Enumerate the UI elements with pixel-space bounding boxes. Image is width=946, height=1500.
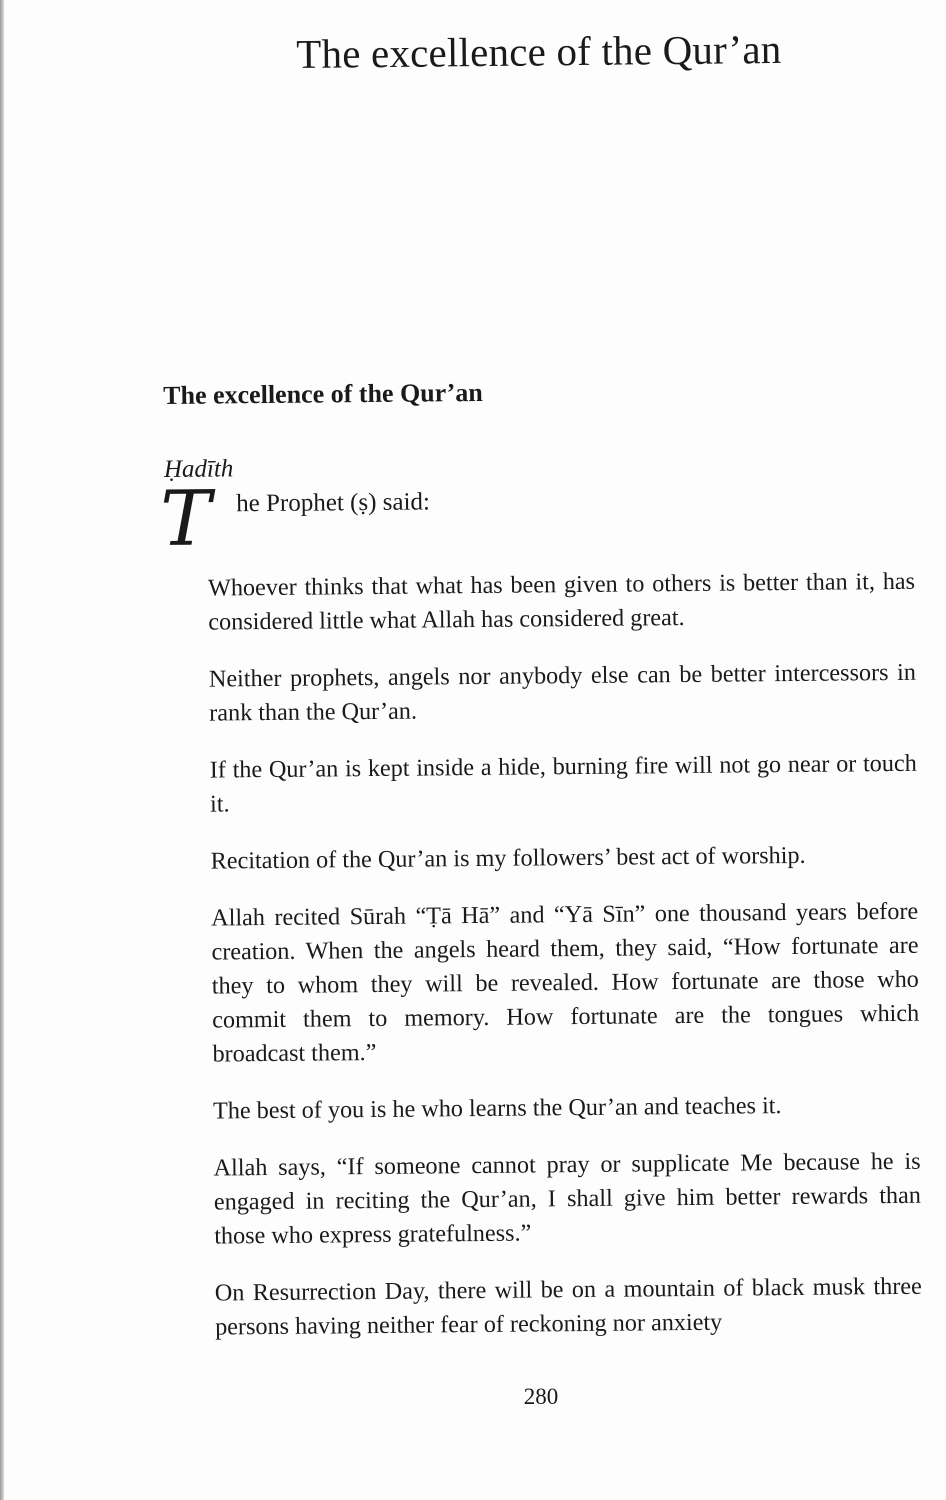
intro-line: [159, 473, 917, 564]
hadith-paragraph: Allah says, “If someone cannot pray or supplicate Me because he is engaged in reciting the Qur’an, I shall give him better rewards than those who express gratefulness.”: [213, 1147, 922, 1250]
binding-edge: [0, 0, 4, 1500]
drop-cap: T: [159, 473, 212, 564]
hadith-paragraph: Neither prophets, angels nor anybody else can be better intercessors in rank than the Qur’an.: [208, 658, 917, 727]
hadith-paragraph: Whoever thinks that what has been given to others is better than it, has considered little what Allah has considered great.: [207, 567, 916, 636]
running-head: The excellence of the Qur’an: [296, 25, 782, 77]
hadith-list: [208, 565, 922, 1345]
hadith-paragraph: Recitation of the Qur’an is my followers’ best act of worship.: [210, 841, 806, 875]
page-content: [159, 369, 924, 1368]
hadith-paragraph: If the Qur’an is kept inside a hide, burning fire will not go near or touch it.: [209, 749, 917, 818]
section-title: The excellence of the Qur’an: [163, 377, 483, 410]
hadith-paragraph: Allah recited Sūrah “Ṭā Hā” and “Yā Sīn” one thousand years before creation. When the angels heard them, they said, “How fortunate are they to whom they will be revealed. How fortunate are those who commit them to memory. How fortunate are the tongues which broadcast them.”: [211, 897, 920, 1068]
hadith-paragraph: The best of you is he who learns the Qur’an and teaches it.: [212, 1092, 782, 1125]
intro-text: he Prophet (ṣ) said:: [236, 488, 431, 518]
page-number: 280: [523, 1384, 559, 1409]
genre-label: Ḥadīth: [163, 455, 234, 483]
hadith-paragraph: On Resurrection Day, there will be on a mountain of black musk three persons having neither fear of reckoning nor anxiety: [214, 1272, 922, 1341]
